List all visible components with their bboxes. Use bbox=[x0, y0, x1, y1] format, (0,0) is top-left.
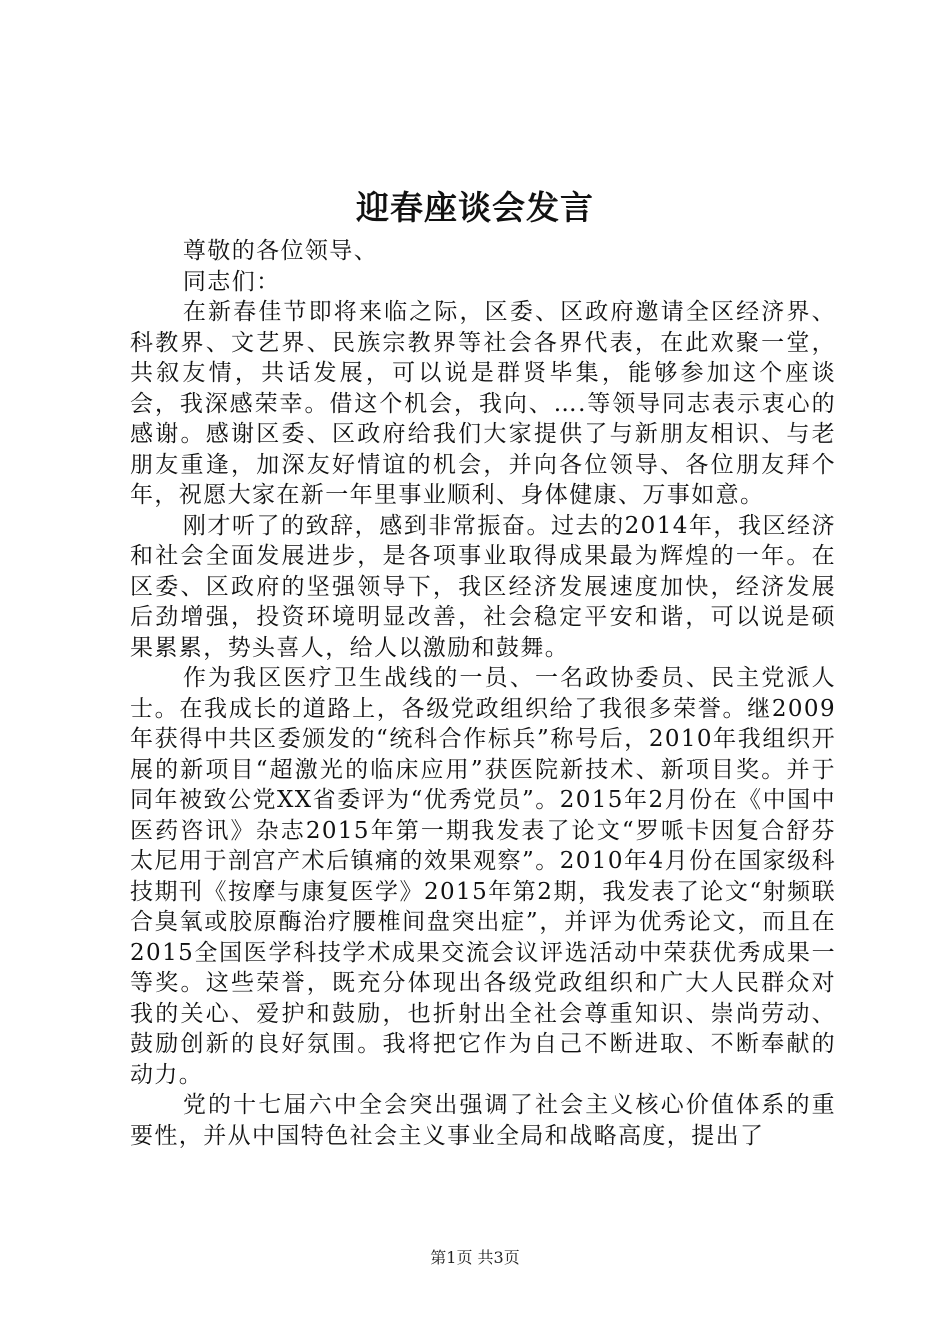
body-paragraph: 作为我区医疗卫生战线的一员、一名政协委员、民主党派人士。在我成长的道路上，各级党政组织给了我很多荣誉。继2009年获得中共区委颁发的“统科合作标兵”称号后，2010年我组织开展的新项目“超激光的临床应用”获医院新技术、新项目奖。并于同年被致公党XX省委评为“优秀党员”。2015年2月份在《中国中医药咨讯》杂志2015年第一期我发表了论文“罗哌卡因复合舒芬太尼用于剖宫产术后镇痛的效果观察”。2010年4月份在国家级科技期刊《按摩与康复医学》2015年第2期，我发表了论文“射频联合臭氧或胶原酶治疗腰椎间盘突出症”，并评为优秀论文，而且在2015全国医学科技学术成果交流会议评选活动中荣获优秀成果一等奖。这些荣誉，既充分体现出各级党政组织和广大人民群众对我的关心、爱护和鼓励，也折射出全社会尊重知识、崇尚劳动、鼓励创新的良好氛围。我将把它作为自己不断进取、不断奉献的动力。 bbox=[130, 665, 836, 1088]
document-body bbox=[130, 236, 836, 1151]
salutation-line: 尊敬的各位领导、 bbox=[182, 238, 379, 264]
body-paragraph: 党的十七届六中全会突出强调了社会主义核心价值体系的重要性，并从中国特色社会主义事业全局和战略高度，提出了 bbox=[130, 1092, 836, 1149]
salutation-line: 同志们： bbox=[182, 268, 281, 295]
document-title: 迎春座谈会发言 bbox=[356, 188, 594, 227]
page-number-footer: 第1页 共3页 bbox=[430, 1248, 520, 1267]
body-paragraph: 在新春佳节即将来临之际，区委、区政府邀请全区经济界、科教界、文艺界、民族宗教界等社会各界代表，在此欢聚一堂，共叙友情，共话发展，可以说是群贤毕集，能够参加这个座谈会，我深感荣幸。借这个机会，我向、….等领导同志表示衷心的感谢。感谢区委、区政府给我们大家提供了与新朋友相识、与老朋友重逢，加深友好情谊的机会，并向各位领导、各位朋友拜个年，祝愿大家在新一年里事业顺利、身体健康、万事如意。 bbox=[130, 299, 836, 508]
body-paragraph: 刚才听了的致辞，感到非常振奋。过去的2014年，我区经济和社会全面发展进步，是各项事业取得成果最为辉煌的一年。在区委、区政府的坚强领导下，我区经济发展速度加快，经济发展后劲增强，投资环境明显改善，社会稳定平安和谐，可以说是硕果累累，势头喜人，给人以激励和鼓舞。 bbox=[130, 512, 836, 661]
